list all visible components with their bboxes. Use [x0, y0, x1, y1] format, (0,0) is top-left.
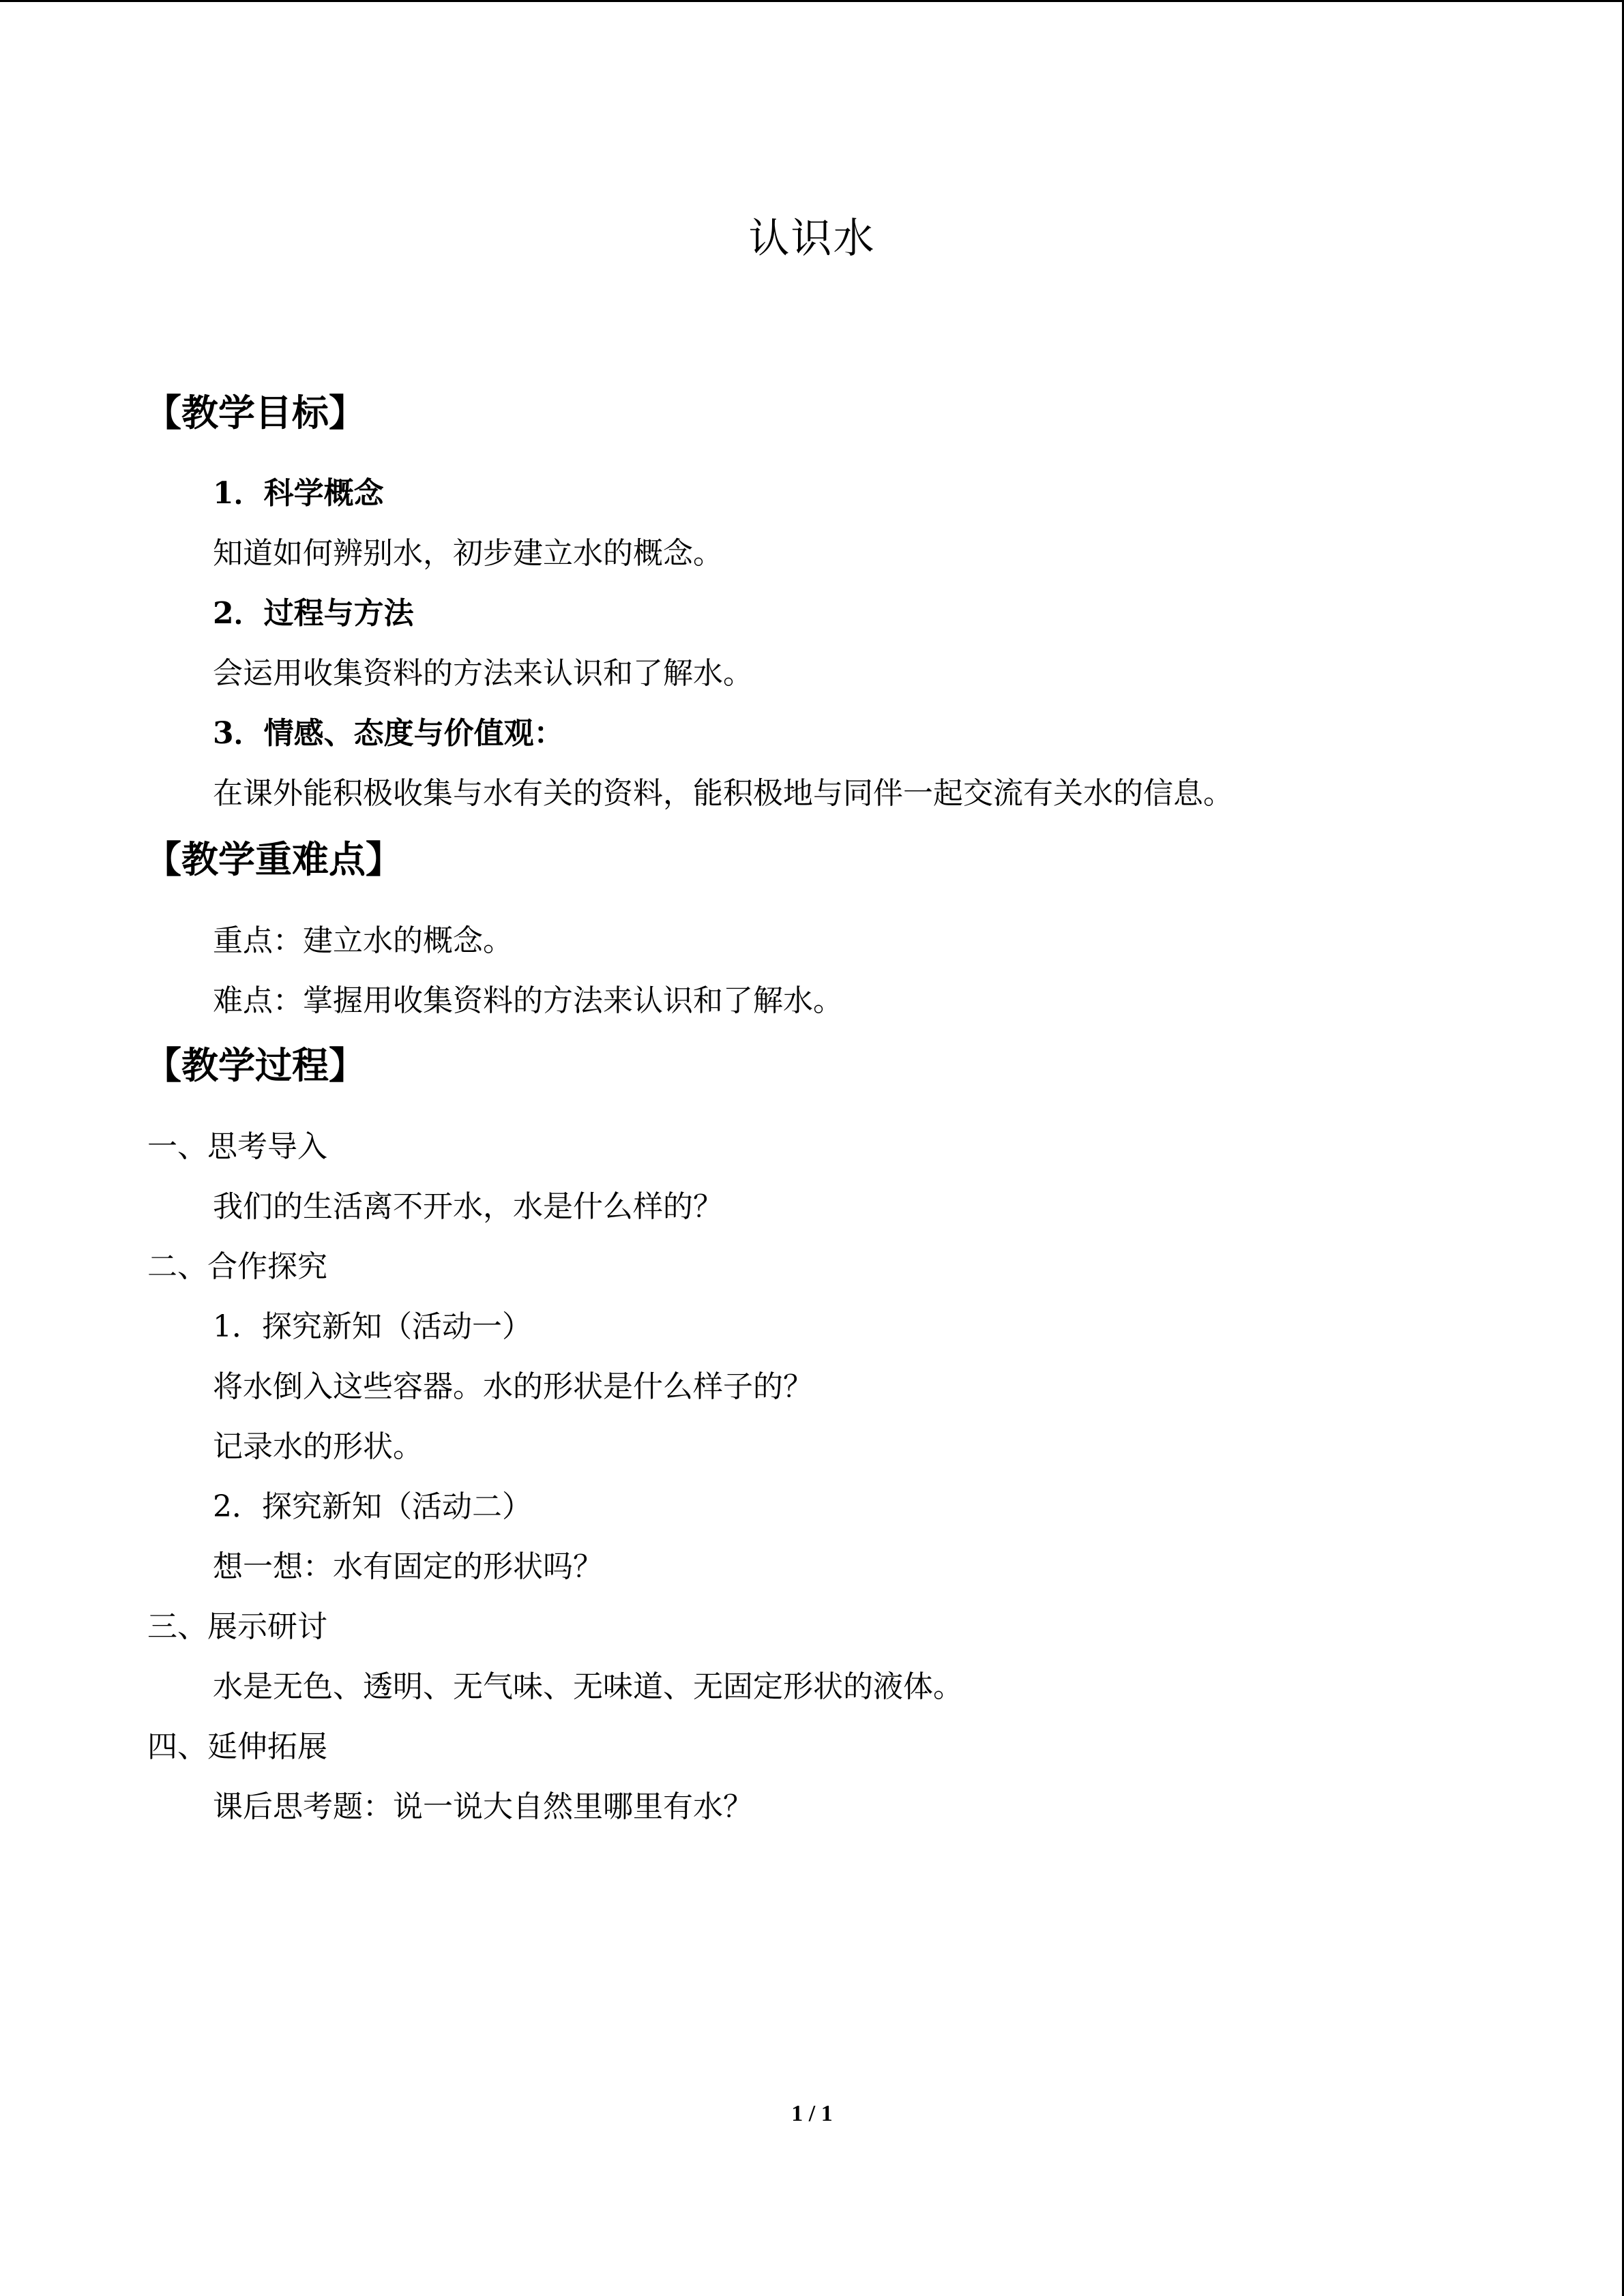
objective-text-concept: 知道如何辨别水，初步建立水的概念。	[213, 536, 723, 571]
page-border-top	[0, 0, 1624, 2]
step-line: 2．探究新知（活动二）	[213, 1489, 532, 1524]
section-heading-process: 【教学过程】	[145, 1043, 366, 1087]
difficult-point-line: 难点：掌握用收集资料的方法来认识和了解水。	[213, 983, 843, 1018]
step-line: 1．探究新知（活动一）	[213, 1309, 532, 1344]
page-number: 1 / 1	[791, 2101, 833, 2126]
step-heading-explore: 二、合作探究	[147, 1249, 327, 1284]
step-line: 课后思考题：说一说大自然里哪里有水？	[213, 1789, 753, 1824]
objective-label-attitude: 3．情感、态度与价值观：	[213, 716, 564, 751]
step-heading-discussion: 三、展示研讨	[147, 1609, 327, 1644]
step-line: 水是无色、透明、无气味、无味道、无固定形状的液体。	[213, 1669, 963, 1704]
key-point-line: 重点：建立水的概念。	[213, 923, 513, 958]
step-line: 我们的生活离不开水，水是什么样的？	[213, 1189, 723, 1224]
step-heading-intro: 一、思考导入	[147, 1129, 327, 1164]
section-heading-objectives: 【教学目标】	[145, 391, 366, 434]
section-heading-key-points: 【教学重难点】	[145, 837, 402, 881]
objective-text-attitude: 在课外能积极收集与水有关的资料，能积极地与同伴一起交流有关水的信息。	[213, 776, 1233, 811]
step-line: 将水倒入这些容器。水的形状是什么样子的？	[213, 1369, 813, 1404]
step-heading-extension: 四、延伸拓展	[147, 1729, 327, 1764]
step-line: 想一想：水有固定的形状吗？	[213, 1549, 603, 1584]
objective-label-process: 2．过程与方法	[213, 596, 414, 631]
document-title: 认识水	[748, 215, 876, 263]
objective-text-process: 会运用收集资料的方法来认识和了解水。	[213, 656, 753, 691]
objective-label-concept: 1．科学概念	[213, 476, 384, 511]
step-line: 记录水的形状。	[213, 1429, 423, 1464]
